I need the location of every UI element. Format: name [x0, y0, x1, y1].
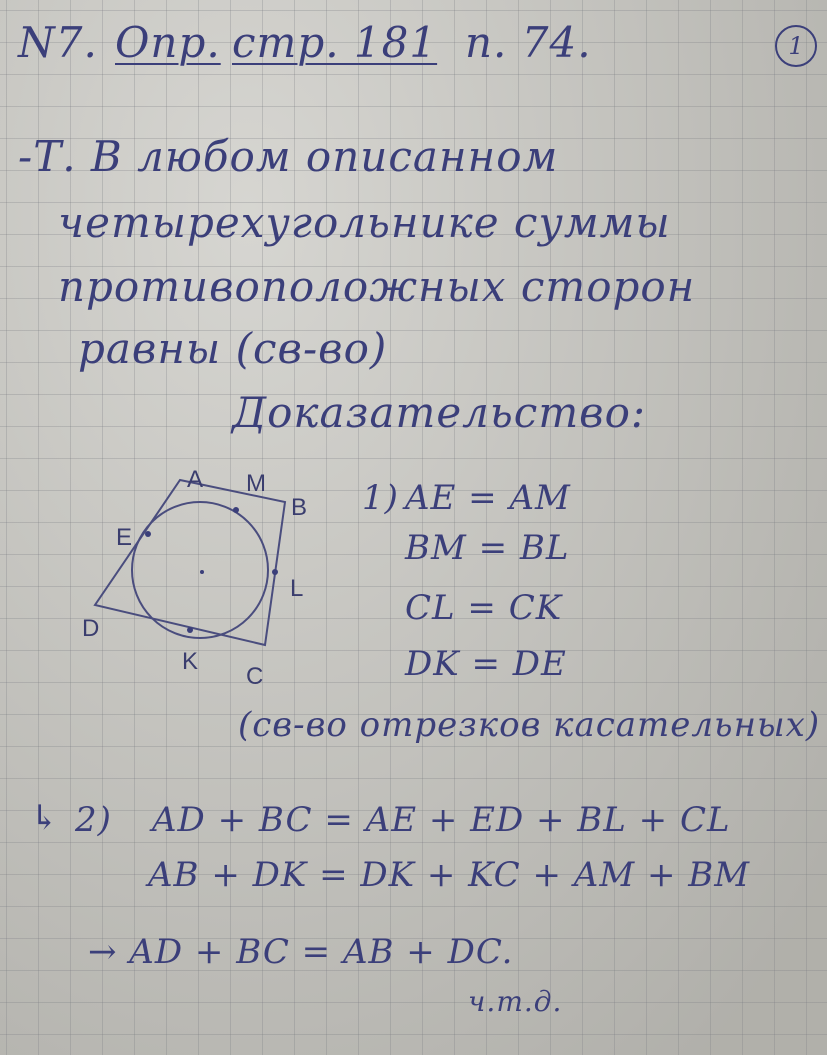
- conclusion-line: → AD + BC = AB + DC.: [88, 932, 514, 972]
- item-reference: п. 74.: [465, 18, 592, 67]
- theorem-line-1: -Т. В любом описанном: [18, 132, 559, 181]
- page-reference: стр. 181: [232, 18, 438, 67]
- step-1-eq-2: BM = BL: [405, 528, 570, 568]
- point-label-l: L: [290, 575, 305, 602]
- step-2-line-2: AB + DK = DK + KC + AM + BM: [148, 855, 751, 895]
- step-2-marker: 2): [75, 800, 112, 840]
- point-label-k: K: [182, 648, 200, 675]
- point-label-b: B: [291, 494, 309, 521]
- step-1-eq-1: AE = AM: [405, 478, 571, 518]
- exercise-number: N7.: [18, 18, 98, 67]
- point-label-m: M: [246, 470, 267, 497]
- theorem-line-4: равны (св-во): [78, 324, 388, 373]
- step-1-eq-3: CL = CK: [405, 588, 563, 628]
- tangent-point-l: [272, 569, 278, 575]
- step-2-line-1: AD + BC = AE + ED + BL + CL: [152, 800, 731, 840]
- qed-mark: ч.т.д.: [468, 985, 563, 1018]
- tangent-point-m: [233, 507, 239, 513]
- step-2-arrow-icon: ↳: [30, 798, 60, 838]
- point-label-c: C: [246, 663, 265, 690]
- proof-title: Доказательство:: [232, 388, 647, 437]
- inscribed-circle: [132, 502, 268, 638]
- circle-center: [200, 570, 204, 574]
- point-label-a: A: [187, 466, 205, 493]
- tangent-point-e: [145, 531, 151, 537]
- page-number-circle: 1: [775, 25, 817, 67]
- point-label-e: E: [116, 524, 134, 551]
- quadrilateral-abcd: [95, 480, 285, 645]
- step-1-note: (св-во отрезков касательных): [238, 705, 821, 745]
- step-1-marker: 1): [362, 478, 399, 518]
- step-1-eq-4: DK = DE: [405, 644, 567, 684]
- tangent-point-k: [187, 627, 193, 633]
- theorem-line-2: четырехугольнике суммы: [58, 198, 671, 247]
- theorem-line-3: противоположных сторон: [58, 262, 696, 311]
- topic-label: Опр.: [115, 18, 221, 67]
- point-label-d: D: [82, 615, 101, 642]
